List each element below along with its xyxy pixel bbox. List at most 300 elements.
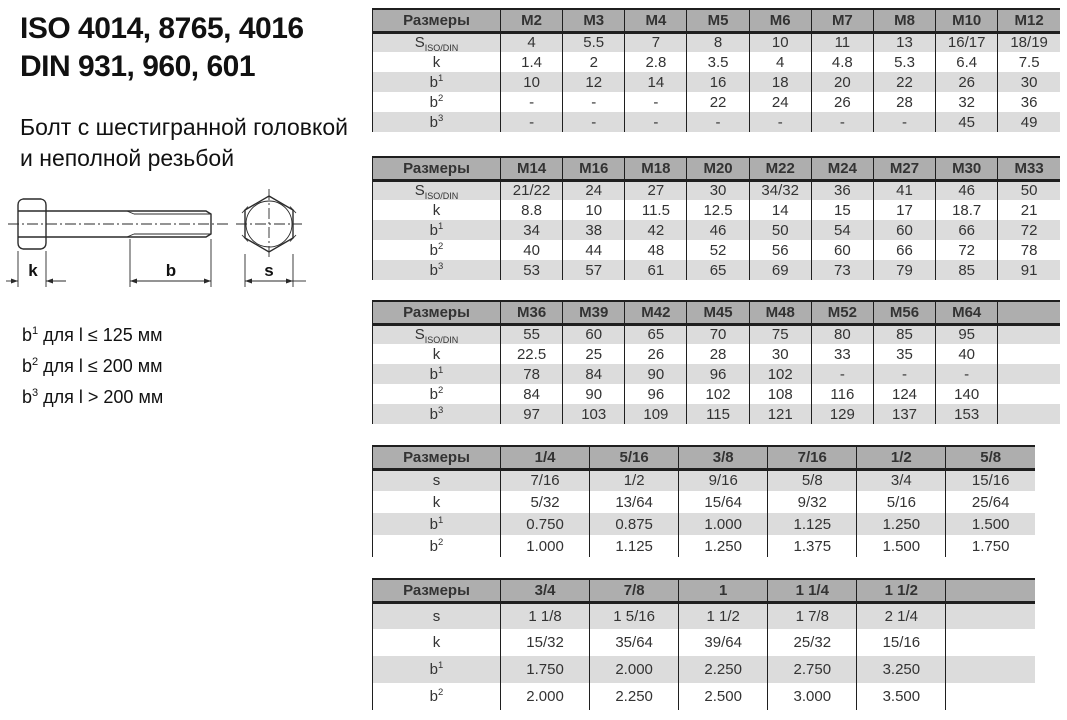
- table-cell: 57: [563, 260, 625, 280]
- table-row: [373, 72, 1061, 92]
- table-cell: -: [501, 92, 563, 112]
- column-header-sizes: Размеры: [373, 446, 501, 469]
- table-cell: 8: [687, 32, 749, 52]
- column-header-sizes: Размеры: [373, 9, 501, 32]
- table-cell: 22: [687, 92, 749, 112]
- table-cell: 9/32: [768, 491, 857, 513]
- row-label: $b^1$: [373, 72, 501, 92]
- table-cell: 16/17: [936, 32, 998, 52]
- table-cell: 30: [687, 180, 749, 200]
- column-header-size: M5: [687, 9, 749, 32]
- table-metric-m2-m12: [372, 8, 1060, 132]
- table-row: [373, 469, 1036, 491]
- table-cell: 13/64: [590, 491, 679, 513]
- dimension-table-metric-m2-m12: [372, 8, 1060, 132]
- table-cell-empty: [998, 364, 1060, 384]
- table-cell: 84: [563, 364, 625, 384]
- column-header-sizes: Размеры: [373, 157, 501, 180]
- description-line-1: Болт с шестигранной головкой: [20, 114, 348, 140]
- table-cell: 137: [873, 404, 935, 424]
- table-cell: 2 1/4: [857, 602, 946, 629]
- table-cell: -: [811, 364, 873, 384]
- column-header-size: M48: [749, 301, 811, 324]
- column-header-size: M45: [687, 301, 749, 324]
- table-cell: 1 5/16: [590, 602, 679, 629]
- table-row: [373, 52, 1061, 72]
- table-header-row: [373, 157, 1061, 180]
- table-cell: -: [563, 112, 625, 132]
- column-header-sizes: Размеры: [373, 579, 501, 602]
- table-cell: 2.500: [679, 683, 768, 710]
- row-label: k: [373, 629, 501, 656]
- column-header-size: M52: [811, 301, 873, 324]
- table-cell: 38: [563, 220, 625, 240]
- table-cell: 8.8: [501, 200, 563, 220]
- column-header-size: 5/16: [590, 446, 679, 469]
- table-cell: 5.5: [563, 32, 625, 52]
- table-cell: 20: [811, 72, 873, 92]
- dimension-table-imperial-quarter-to-fiveeighths: [372, 445, 1035, 557]
- table-cell: 4: [749, 52, 811, 72]
- footnotes: [22, 318, 163, 411]
- table-cell: 65: [687, 260, 749, 280]
- table-row: [373, 602, 1036, 629]
- row-label: $b^2$: [373, 384, 501, 404]
- row-label: $b^3$: [373, 112, 501, 132]
- row-label: $b^3$: [373, 404, 501, 424]
- table-cell: 2.8: [625, 52, 687, 72]
- column-header-size: M16: [563, 157, 625, 180]
- table-cell: 9/16: [679, 469, 768, 491]
- table-cell: 21/22: [501, 180, 563, 200]
- table-cell-empty: [946, 602, 1035, 629]
- row-label: k: [373, 200, 501, 220]
- column-header-size: M2: [501, 9, 563, 32]
- table-cell: 15/32: [501, 629, 590, 656]
- table-cell: 0.875: [590, 513, 679, 535]
- column-header-empty: [998, 301, 1060, 324]
- row-label: $b^1$: [373, 220, 501, 240]
- table-cell: 40: [501, 240, 563, 260]
- table-cell: 5.3: [873, 52, 935, 72]
- table-cell: 65: [625, 324, 687, 344]
- table-header-row: [373, 9, 1061, 32]
- column-header-size: 1/2: [857, 446, 946, 469]
- table-cell: -: [873, 112, 935, 132]
- table-cell-empty: [998, 404, 1060, 424]
- iso-standards-title: ISO 4014, 8765, 4016: [20, 12, 304, 45]
- table-cell: 1.375: [768, 535, 857, 557]
- table-cell: 84: [501, 384, 563, 404]
- table-cell: 1.000: [679, 513, 768, 535]
- table-cell: 30: [998, 72, 1060, 92]
- table-cell: 46: [936, 180, 998, 200]
- row-label: $b^2$: [373, 535, 501, 557]
- table-cell: 121: [749, 404, 811, 424]
- table-cell: 2: [563, 52, 625, 72]
- description-line-2: и неполной резьбой: [20, 145, 235, 171]
- table-cell: 16: [687, 72, 749, 92]
- table-cell: 2.250: [679, 656, 768, 683]
- dimension-table-metric-m14-m33: [372, 156, 1060, 280]
- table-header-row: [373, 301, 1061, 324]
- table-cell: 1.125: [768, 513, 857, 535]
- table-cell: 56: [749, 240, 811, 260]
- table-cell: 80: [811, 324, 873, 344]
- table-cell: 102: [749, 364, 811, 384]
- column-header-size: M18: [625, 157, 687, 180]
- row-label: $b^2$: [373, 683, 501, 710]
- column-header-size: M6: [749, 9, 811, 32]
- table-cell: 21: [998, 200, 1060, 220]
- table-cell: 25/64: [946, 491, 1035, 513]
- table-cell: 4: [501, 32, 563, 52]
- table-row: [373, 344, 1061, 364]
- table-cell: 30: [749, 344, 811, 364]
- column-header-size: 1/4: [501, 446, 590, 469]
- table-cell: 78: [501, 364, 563, 384]
- table-cell: 36: [811, 180, 873, 200]
- table-cell: 2.000: [501, 683, 590, 710]
- row-label: $b^1$: [373, 364, 501, 384]
- table-cell: 1.750: [946, 535, 1035, 557]
- table-cell: 72: [936, 240, 998, 260]
- table-cell: 60: [873, 220, 935, 240]
- table-row: [373, 683, 1036, 710]
- row-label: $b^1$: [373, 513, 501, 535]
- column-header-size: 3/4: [501, 579, 590, 602]
- table-cell: 11.5: [625, 200, 687, 220]
- table-cell: 55: [501, 324, 563, 344]
- table-cell: 5/8: [768, 469, 857, 491]
- table-cell: 28: [687, 344, 749, 364]
- table-cell: 66: [873, 240, 935, 260]
- table-cell: 90: [563, 384, 625, 404]
- table-row: [373, 404, 1061, 424]
- table-cell: 97: [501, 404, 563, 424]
- column-header-size: M42: [625, 301, 687, 324]
- table-cell: 70: [687, 324, 749, 344]
- table-cell: 153: [936, 404, 998, 424]
- table-cell: 34/32: [749, 180, 811, 200]
- table-row: [373, 491, 1036, 513]
- column-header-size: 1 1/2: [857, 579, 946, 602]
- table-cell: 26: [625, 344, 687, 364]
- column-header-size: 7/16: [768, 446, 857, 469]
- table-row: [373, 364, 1061, 384]
- table-cell-empty: [998, 344, 1060, 364]
- row-label: k: [373, 344, 501, 364]
- table-cell: 79: [873, 260, 935, 280]
- table-cell: 1 1/2: [679, 602, 768, 629]
- table-cell: 32: [936, 92, 998, 112]
- row-label: k: [373, 491, 501, 513]
- table-cell: 96: [625, 384, 687, 404]
- row-label: $S_{ISO/DIN}$: [373, 180, 501, 200]
- footnote: $b^2$ для l ≤ 200 мм: [22, 356, 163, 376]
- table-cell-empty: [946, 683, 1035, 710]
- table-cell: 1 1/8: [501, 602, 590, 629]
- table-cell: -: [936, 364, 998, 384]
- table-cell-empty: [946, 656, 1035, 683]
- table-cell: 18.7: [936, 200, 998, 220]
- row-label: k: [373, 52, 501, 72]
- table-cell: 5/32: [501, 491, 590, 513]
- column-header-size: M24: [811, 157, 873, 180]
- table-cell: 22: [873, 72, 935, 92]
- bolt-hex-end-view: [236, 189, 306, 287]
- dimension-table-metric-m36-m64: [372, 300, 1060, 424]
- table-cell: 45: [936, 112, 998, 132]
- column-header-size: M22: [749, 157, 811, 180]
- table-cell: 75: [749, 324, 811, 344]
- table-cell: 60: [811, 240, 873, 260]
- table-cell: 2.000: [590, 656, 679, 683]
- column-header-size: M20: [687, 157, 749, 180]
- table-cell: 40: [936, 344, 998, 364]
- table-cell: 5/16: [857, 491, 946, 513]
- table-cell: 7: [625, 32, 687, 52]
- table-cell: 53: [501, 260, 563, 280]
- table-cell: 15/16: [857, 629, 946, 656]
- table-cell: 28: [873, 92, 935, 112]
- table-cell: 61: [625, 260, 687, 280]
- table-header-row: [373, 579, 1036, 602]
- column-header-size: 3/8: [679, 446, 768, 469]
- table-row: [373, 200, 1061, 220]
- table-cell: 52: [687, 240, 749, 260]
- table-cell: 27: [625, 180, 687, 200]
- row-label: $b^2$: [373, 240, 501, 260]
- column-header-size: 7/8: [590, 579, 679, 602]
- table-cell: 66: [936, 220, 998, 240]
- table-cell: 18: [749, 72, 811, 92]
- table-cell: 26: [811, 92, 873, 112]
- column-header-size: 1 1/4: [768, 579, 857, 602]
- table-cell: 24: [563, 180, 625, 200]
- table-cell: -: [811, 112, 873, 132]
- table-row: [373, 32, 1061, 52]
- table-row: [373, 384, 1061, 404]
- table-cell: 24: [749, 92, 811, 112]
- table-cell: 1.4: [501, 52, 563, 72]
- table-row: [373, 240, 1061, 260]
- table-cell: 26: [936, 72, 998, 92]
- column-header-size: M56: [873, 301, 935, 324]
- table-cell: 103: [563, 404, 625, 424]
- column-header-size: M3: [563, 9, 625, 32]
- dim-label-b: b: [165, 261, 177, 280]
- table-cell: 73: [811, 260, 873, 280]
- table-cell: 3.5: [687, 52, 749, 72]
- table-cell: 25: [563, 344, 625, 364]
- table-imperial-large: [372, 578, 1035, 710]
- column-header-size: M4: [625, 9, 687, 32]
- table-cell-empty: [998, 324, 1060, 344]
- row-label: $b^3$: [373, 260, 501, 280]
- table-cell: 1.750: [501, 656, 590, 683]
- table-cell: 18/19: [998, 32, 1060, 52]
- table-cell: 10: [501, 72, 563, 92]
- table-cell: 15/64: [679, 491, 768, 513]
- table-cell: 17: [873, 200, 935, 220]
- table-cell: 50: [749, 220, 811, 240]
- table-cell: 7.5: [998, 52, 1060, 72]
- table-row: [373, 535, 1036, 557]
- table-cell: 44: [563, 240, 625, 260]
- table-cell: 102: [687, 384, 749, 404]
- table-row: [373, 629, 1036, 656]
- table-cell: 14: [749, 200, 811, 220]
- table-cell: 4.8: [811, 52, 873, 72]
- row-label: $S_{ISO/DIN}$: [373, 324, 501, 344]
- table-cell: 3.250: [857, 656, 946, 683]
- table-cell: 15: [811, 200, 873, 220]
- table-row: [373, 513, 1036, 535]
- table-row: [373, 260, 1061, 280]
- column-header-size: M10: [936, 9, 998, 32]
- table-cell: 22.5: [501, 344, 563, 364]
- column-header-size: M27: [873, 157, 935, 180]
- column-header-size: M30: [936, 157, 998, 180]
- table-cell: 90: [625, 364, 687, 384]
- table-cell: 2.750: [768, 656, 857, 683]
- table-row: [373, 112, 1061, 132]
- table-cell: 140: [936, 384, 998, 404]
- table-cell: -: [687, 112, 749, 132]
- table-cell: 12.5: [687, 200, 749, 220]
- table-cell: 3.500: [857, 683, 946, 710]
- column-header-size: M12: [998, 9, 1060, 32]
- table-cell: 85: [936, 260, 998, 280]
- table-cell: 50: [998, 180, 1060, 200]
- table-cell: 60: [563, 324, 625, 344]
- table-row: [373, 324, 1061, 344]
- table-cell: 1.500: [857, 535, 946, 557]
- table-cell: 72: [998, 220, 1060, 240]
- dim-label-s: s: [264, 261, 274, 280]
- table-cell: 35/64: [590, 629, 679, 656]
- table-row: [373, 180, 1061, 200]
- table-cell: 13: [873, 32, 935, 52]
- table-cell: 124: [873, 384, 935, 404]
- table-cell: 7/16: [501, 469, 590, 491]
- table-cell: 14: [625, 72, 687, 92]
- column-header-size: M39: [563, 301, 625, 324]
- table-cell: 69: [749, 260, 811, 280]
- row-label: $b^2$: [373, 92, 501, 112]
- dim-label-k: k: [28, 261, 38, 280]
- table-header-row: [373, 446, 1036, 469]
- table-cell: 1.250: [857, 513, 946, 535]
- table-cell: 41: [873, 180, 935, 200]
- table-row: [373, 656, 1036, 683]
- table-cell: 129: [811, 404, 873, 424]
- table-cell: 115: [687, 404, 749, 424]
- row-label: s: [373, 602, 501, 629]
- table-cell: 25/32: [768, 629, 857, 656]
- table-cell-empty: [998, 384, 1060, 404]
- column-header-empty: [946, 579, 1035, 602]
- table-row: [373, 220, 1061, 240]
- column-header-size: M33: [998, 157, 1060, 180]
- table-cell: 2.250: [590, 683, 679, 710]
- table-row: [373, 92, 1061, 112]
- table-cell: 116: [811, 384, 873, 404]
- table-cell: 1/2: [590, 469, 679, 491]
- column-header-size: 5/8: [946, 446, 1035, 469]
- table-cell: 6.4: [936, 52, 998, 72]
- table-cell: 36: [998, 92, 1060, 112]
- table-cell: 10: [563, 200, 625, 220]
- din-standards-title: DIN 931, 960, 601: [20, 50, 256, 83]
- table-cell: -: [625, 92, 687, 112]
- row-label: s: [373, 469, 501, 491]
- table-cell: 35: [873, 344, 935, 364]
- table-cell: 34: [501, 220, 563, 240]
- table-cell: -: [501, 112, 563, 132]
- table-cell: 96: [687, 364, 749, 384]
- table-cell: 1.125: [590, 535, 679, 557]
- row-label: $b^1$: [373, 656, 501, 683]
- table-metric-m36-m64: [372, 300, 1060, 424]
- table-cell: 0.750: [501, 513, 590, 535]
- table-cell: 49: [998, 112, 1060, 132]
- table-cell: 33: [811, 344, 873, 364]
- table-cell: -: [625, 112, 687, 132]
- table-cell: 1.000: [501, 535, 590, 557]
- table-cell: 12: [563, 72, 625, 92]
- column-header-size: M8: [873, 9, 935, 32]
- bolt-side-view: [6, 199, 228, 287]
- table-cell: 1.250: [679, 535, 768, 557]
- table-cell: 48: [625, 240, 687, 260]
- table-cell: 109: [625, 404, 687, 424]
- table-cell: -: [873, 364, 935, 384]
- table-cell: 15/16: [946, 469, 1035, 491]
- table-cell: 78: [998, 240, 1060, 260]
- table-cell: 39/64: [679, 629, 768, 656]
- table-cell: 3/4: [857, 469, 946, 491]
- footnote: $b^1$ для l ≤ 125 мм: [22, 325, 163, 345]
- column-header-size: M64: [936, 301, 998, 324]
- table-cell: -: [749, 112, 811, 132]
- table-cell: 91: [998, 260, 1060, 280]
- table-cell: 85: [873, 324, 935, 344]
- table-metric-m14-m33: [372, 156, 1060, 280]
- row-label: $S_{ISO/DIN}$: [373, 32, 501, 52]
- table-cell: 95: [936, 324, 998, 344]
- title-block: [20, 10, 348, 174]
- footnote: $b^3$ для l > 200 мм: [22, 387, 164, 407]
- table-cell: 11: [811, 32, 873, 52]
- table-cell: 10: [749, 32, 811, 52]
- table-cell: 42: [625, 220, 687, 240]
- column-header-size: M7: [811, 9, 873, 32]
- table-cell: 3.000: [768, 683, 857, 710]
- table-cell: 108: [749, 384, 811, 404]
- table-cell: 46: [687, 220, 749, 240]
- bolt-technical-drawing: [6, 184, 354, 334]
- table-cell: 54: [811, 220, 873, 240]
- table-imperial-small: [372, 445, 1035, 557]
- column-header-size: M14: [501, 157, 563, 180]
- table-cell: 1.500: [946, 513, 1035, 535]
- column-header-sizes: Размеры: [373, 301, 501, 324]
- column-header-size: M36: [501, 301, 563, 324]
- table-cell: 1 7/8: [768, 602, 857, 629]
- table-cell: -: [563, 92, 625, 112]
